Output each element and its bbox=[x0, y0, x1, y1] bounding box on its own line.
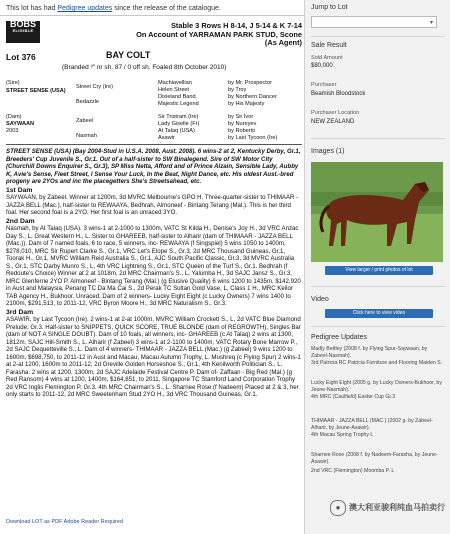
dam-dam: Nasmah bbox=[76, 133, 97, 139]
pedigree-update-3: THIMAAR - JAZZA BELL (MAC.) (2002 g. by Zabeel-Alharir, by Jeune-Asawir). bbox=[311, 418, 433, 431]
dam-heading-2: 2nd Dam bbox=[6, 217, 35, 225]
pedigree-divider bbox=[6, 144, 302, 145]
sire-line-0: Machiavellian bbox=[158, 80, 192, 86]
sire-line-2: Dixieland Band bbox=[158, 94, 196, 100]
pedigree-update-1: Madly Bettley (2008 f. by Flying Spur-Saywaan, by Zabeel-Nasmah). bbox=[311, 346, 428, 359]
lot-title: BAY COLT bbox=[106, 50, 151, 60]
dam-line-right-2: by Roberto bbox=[228, 128, 256, 134]
view-video-button[interactable]: Click here to view video bbox=[325, 309, 433, 318]
pedigree-update-4: Sharnee Rose (2008 f. by Nadeem-Farasha, by Jeune-Asawir). bbox=[311, 452, 438, 465]
sire-label: (Sire) bbox=[6, 80, 20, 86]
sire-line-right-0: by Mr. Prospector bbox=[228, 80, 272, 86]
sale-result-title: Sale Result bbox=[311, 42, 347, 49]
dam-text-1: SAYWAAN, by Zabeel. Winner at 1200m, 3d MVRC Melbourne's GPO H. Three-quarter-sister to THIMAAR - JAZZA BELL (Mac.), half-sister to REWAAYA, Bedhrah, Almoneef - Bintang Terang (Mal.). This is her third foal. Her second foal is a 2YO. Her first foal is an unraced 3YO. bbox=[6, 194, 299, 216]
watermark: ● 澳大利亚骏利纯血马拍卖行 bbox=[330, 500, 448, 528]
wechat-icon: ● bbox=[330, 500, 346, 516]
view-larger-photos-button[interactable]: View larger / print photos of lot bbox=[325, 266, 433, 275]
pedigree-update-1-detail: 3rd Patricia RC Patricia Furniture and Flooring Maiden S. bbox=[311, 360, 443, 366]
sire-line-right-3: by His Majesty bbox=[228, 101, 265, 107]
pedigree-updates-link[interactable]: Pedigree updates bbox=[57, 5, 113, 12]
dam-sire: Zabeel bbox=[76, 118, 94, 124]
dam-line-2: At Talaq (USA) bbox=[158, 128, 195, 134]
vendor-account: On Account of YARRAMAN PARK STUD, Scone bbox=[136, 29, 302, 39]
sire-line-3: Majestic Legend bbox=[158, 101, 199, 107]
purchaser-label: Purchaser bbox=[311, 82, 337, 88]
pedigree-update-4-detail: 2nd VRC (Flemington) Moomba P. L bbox=[311, 468, 395, 474]
download-pdf-link[interactable]: Download LOT as PDF Adobe Reader Required bbox=[6, 519, 123, 525]
sidebar-divider bbox=[311, 36, 445, 37]
pedigree-update-2: Lucky Eight Eight (2005 g. by Lucky Owners-Bukhoor, by Jeune-Nasmah). bbox=[311, 380, 442, 393]
pedigree-update-notice: This lot has had Pedigree updates since the release of the catalogue. bbox=[6, 5, 221, 12]
sire-intro: STREET SENSE (USA) (Bay 2004-Stud in U.S.A. 2008, Aust. 2008). 6 wins-2 at 2, Kentucky Derby, Gr.1, Breeders' Cup Juvenile S., Gr.1. Out of a half-sister to SW Binalegend. Sire of SW Motor City (Churchill Downs Enquirer S., Gr.3), SP Miss Netta, Afford and of Prince Alzain, Sensible Lady, Aubby K, Avie's Sense, Fleet Street, I Sense Your Luck, In the Beat, Night Dance, etc. His oldest Aust.-bred progeny are 2YOs and inc the placegetters She's Streetsahead, etc. bbox=[6, 148, 301, 185]
lot-number: Lot 376 bbox=[6, 52, 36, 62]
sire-dam: Bedazzle bbox=[76, 99, 100, 105]
purchaser-location-label: Purchaser Location bbox=[311, 110, 360, 116]
horse-photo[interactable] bbox=[311, 162, 443, 262]
dam-year: 2003 bbox=[6, 128, 19, 134]
sold-amount-value: $80,000 bbox=[311, 63, 333, 69]
sidebar-divider bbox=[311, 326, 445, 327]
chevron-down-icon: ▾ bbox=[429, 20, 433, 26]
horse-image bbox=[311, 162, 443, 262]
sire-line-right-2: by Northern Dancer bbox=[228, 94, 277, 100]
pedigree-update-2-detail: 4th MRC (Caulfield) Easter Cup Gr.3 bbox=[311, 394, 396, 400]
jump-to-lot-select[interactable] bbox=[311, 16, 437, 28]
pedigree-update-3-detail: 4th Macau Spring Trophy L bbox=[311, 432, 374, 438]
pedigree-notes bbox=[6, 148, 302, 399]
purchaser-location-value: NEW ZEALAND bbox=[311, 119, 355, 125]
dam-line-right-3: by Last Tycoon (Ire) bbox=[228, 135, 278, 141]
sire-sire: Street Cry (Ire) bbox=[76, 84, 113, 90]
dam-line-right-1: by Nureyev bbox=[228, 121, 257, 127]
dam-label: (Dam) bbox=[6, 114, 22, 120]
dam-text-2: Nasmah, by At Talaq (USA). 3 wins-1 at 2-1000 to 1300m, VATC St Kilda H., Denise's Joy H., 3d VRC Anzac Day S., L, Great Western H., L. Sister to GHAREEB, half-sister to Alharir (dam of THIMAAR - JAZZA BELL (Mac.)). Dam of 7 named foals, 6 to race, 5 winners, inc- REWAAYA (f Singspiel) 5 wins 1050 to 1400m, $278,010, MRC Sir Rupert Clarke S., Gr.1, VRC Let's Elope S., Gr.3, 2d MRC Thousand Guineas, Gr.1, Toorak H., Gr.1, MVRC William Reid Australia S., Gr.1, AJC South Pacific Classic, Gr.3, 3d MVRC Australia S., Gr.1, STC Darby Munro S., L, 4th VRC Lightning S., Gr.1, STC Queen of the Turf S., Gr.1. Bedhrah (f Redoute's Choice) Winner at 2 at 1018m, 2d MRC Chairman's S., L, Yalumba H., 3d SAJC Jansz S., Gr.3, MRC Glenferrie 2YO P. Almoneef - Bintang Terang (Mal.) (g Elusive Quality) 6 wins 1200 to 1435m, $142,920 in Aust and Malaysia, Penang TC Da Ma Cai S., 2d Perak TC Sultan Gold Vase, L, Class 1 H., MRC Keilor TAB Agency H., Bukhoor. Unraced. Dam of 2 winners- Lucky Eight Eight (c Lucky Owners) 7 wins 1400 to 2100m, $291,513, to 2011-12, VRC Byron Moore H., 3d MRC Naturalism S., Gr.3. bbox=[6, 225, 301, 307]
dam-heading-3: 3rd Dam bbox=[6, 308, 34, 316]
sidebar-divider bbox=[311, 138, 445, 139]
dam-line-3: Asawir bbox=[158, 135, 175, 141]
dam-line-0: Sir Tristram (Ire) bbox=[158, 114, 199, 120]
video-title: Video bbox=[311, 296, 329, 303]
sire-line-1: Helen Street bbox=[158, 87, 190, 93]
purchaser-value: Beamish Bloodstock bbox=[311, 91, 366, 97]
dam-text-3: ASAWIR, by Last Tycoon (Ire). 2 wins-1 at 2-at 1000m, MVRC William Crockett S., L, 2d VATC Blue Diamond Prelude, Gr.3. Half-sister to SNIPPETS, QUICK SCORE, TRUE BLONDE (dam of REGROWTH), Singles Bar (dam of NOT A SINGLE DOUBT). Dam of 10 foals, all winners, inc- GHAREEB (c At Talaq) 2 wins at 1300, 1812m, SAJC Hill-Smith S., L. Alharir (f Zabeel) 3 wins-1 at 2-1100 to 1400m, VATC Rotary Bone Marrow P., 2d SAJC Dequetteville S., L. Dam of 4 winners- THIMAAR - JAZZA BELL (Mac.) (g Zabeel) 9 wins 1200 to 1600m, $698,750, to 2011-12 in Aust and Macau, Macau Autumn Trophy, L. Mushreq (c Flying Spur) 2 wins-1 at 2-at 1200, 1600m to 2011-12, 2d Greville Golden Horseshoe S., Gr.1, 4th Kenilworth Politician S., L. Farasha. 2 wins at 1200, 1300m, 2d SAJC Adelaide Festival Centre P. Dam of- Zaffaan - Big Red (Mal.) (g Red Ransom) 4 wins at 1200, 1400m, $164,851, to 2011, Singapore TC Stamford Land Corporation Trophy 2d VRC Inglis Flemington P, Gr.3, 4th MRC Chairman's S., L. Sharnee Rose (f Nadeem) Placed at 2 & 3, her only starts to 2011-12, 2d MRC Sweetenham Stud 2YO H., 3d VRC Thousand Guineas, Gr.1. bbox=[6, 316, 301, 398]
sold-amount-label: Sold Amount bbox=[311, 55, 343, 61]
dam-line-1: Lady Giselle (Fr) bbox=[158, 121, 200, 127]
stable-location: Stable 3 Rows H 8-14, J 5-14 & K 7-14 bbox=[170, 21, 302, 30]
vendor-agent: (As Agent) bbox=[264, 38, 302, 47]
sidebar-divider bbox=[311, 286, 445, 287]
dam-line-right-0: by Sir Ivor bbox=[228, 114, 254, 120]
sire-line-right-1: by Troy bbox=[228, 87, 247, 93]
images-title: Images (1) bbox=[311, 148, 345, 155]
dam-heading-1: 1st Dam bbox=[6, 186, 33, 194]
bobs-logo: BOBS ELIGIBLE bbox=[6, 21, 40, 43]
divider bbox=[0, 15, 304, 16]
lot-header bbox=[46, 22, 302, 48]
pedigree-updates-title: Pedigree Updates bbox=[311, 334, 368, 341]
jump-to-lot-title: Jump to Lot bbox=[311, 4, 348, 11]
sire-name: STREET SENSE (USA) bbox=[6, 88, 66, 94]
sidebar bbox=[304, 0, 450, 534]
dam-name: SAYWAAN bbox=[6, 121, 35, 127]
branding-info: (Branded ³″ nr sh. 87 / 0 off sh. Foaled 8th October 2010) bbox=[62, 64, 227, 71]
